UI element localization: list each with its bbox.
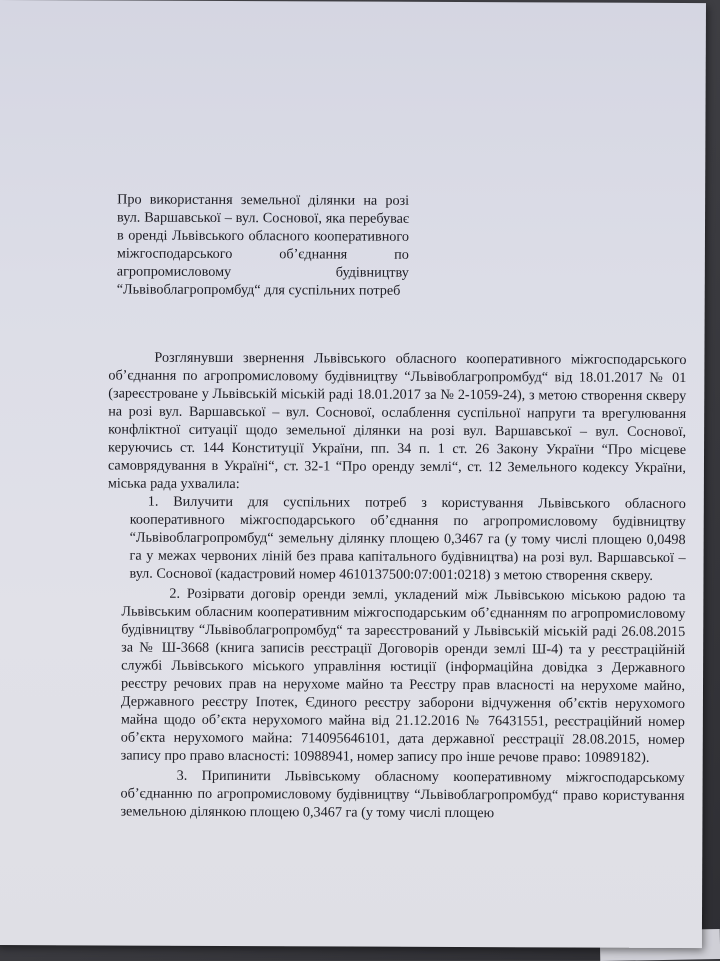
intro-paragraph: Розглянувши звернення Львівського обласного кооперативного міжгосподарського об’єднання по агропромисловому будівництву “Львівоблагропромбуд“ від 18.01.2017 № 01 (зареєстроване у Львівській міській раді 18.01.2017 за № 2-1059-24), з метою створення скверу на розі вул. Варшавської – вул. Соснової, ослаблення суспільної напруги та врегулювання конфліктної ситуації щодо земельної ділянки на розі вул. Варшавської – вул. Соснової, керуючись ст. 144 Конституції України, пп. 34 п. 1 ст. 26 Закону України “Про місцеве самоврядування в Україні“, ст. 32-1 “Про оренду землі“, ст. 12 Земельного кодексу України, міська рада ухвалила: xyxy=(107,349,687,493)
document-title: Про використання земельної ділянки на розі вул. Варшавської – вул. Соснової, яка перебуває в оренді Львівського обласного кооперативного міжгосподарського об’єднання по агропромисловому будівництву “Львівоблагропромбуд“ для суспільних потреб xyxy=(116,191,410,299)
document-title-block xyxy=(117,191,409,300)
document-body xyxy=(106,348,686,823)
item-1-paragraph: 1. Вилучити для суспільних потреб з користування Львівського обласного кооперативного міжгосподарського об’єднання по агропромисловому будівництву “Львівоблагропромбуд“ земельну ділянку площею 0,3467 га (у тому числі площею 0,0498 га у межах червоних ліній без права капітального будівництва) на розі вул. Варшавської – вул. Соснової (кадастровий номер 4610137500:07:001:0218) з метою створення скверу. xyxy=(129,493,686,584)
item-2-paragraph: 2. Розірвати договір оренди землі, укладений між Львівською міською радою та Львівським обласним кооперативним міжгосподарським об’єднанням по агропромисловому будівництву “Львівоблагропромбуд“ та зареєстрований у Львівській міській раді 26.08.2015 за № Ш-3668 (книга записів реєстрації Договорів оренди землі Ш-4) та у реєстраційній службі Львівського міського управління юстиції (інформаційна довідка з Державного реєстру речових прав на нерухоме майно та Реєстру прав власності на нерухоме майно, Державного реєстру Іпотек, Єдиного реєстру заборони відчуження об’єктів нерухомого майна щодо об’єкта нерухомого майна від 21.12.2016 № 76431551, реєстраційний номер об’єкта нерухомого майна: 714095646101, дата державної реєстрації 28.08.2015, номер запису про право власності: 10988941, номер запису про інше речове право: 10989182). xyxy=(120,585,686,766)
item-3-paragraph: 3. Припинити Львівському обласному кооперативному міжгосподарському об’єднанню по агропромисловому будівництву “Львівоблагропромбуд“ право користування земельною ділянкою площею 0,3467 га (у тому числі площею xyxy=(120,767,685,822)
